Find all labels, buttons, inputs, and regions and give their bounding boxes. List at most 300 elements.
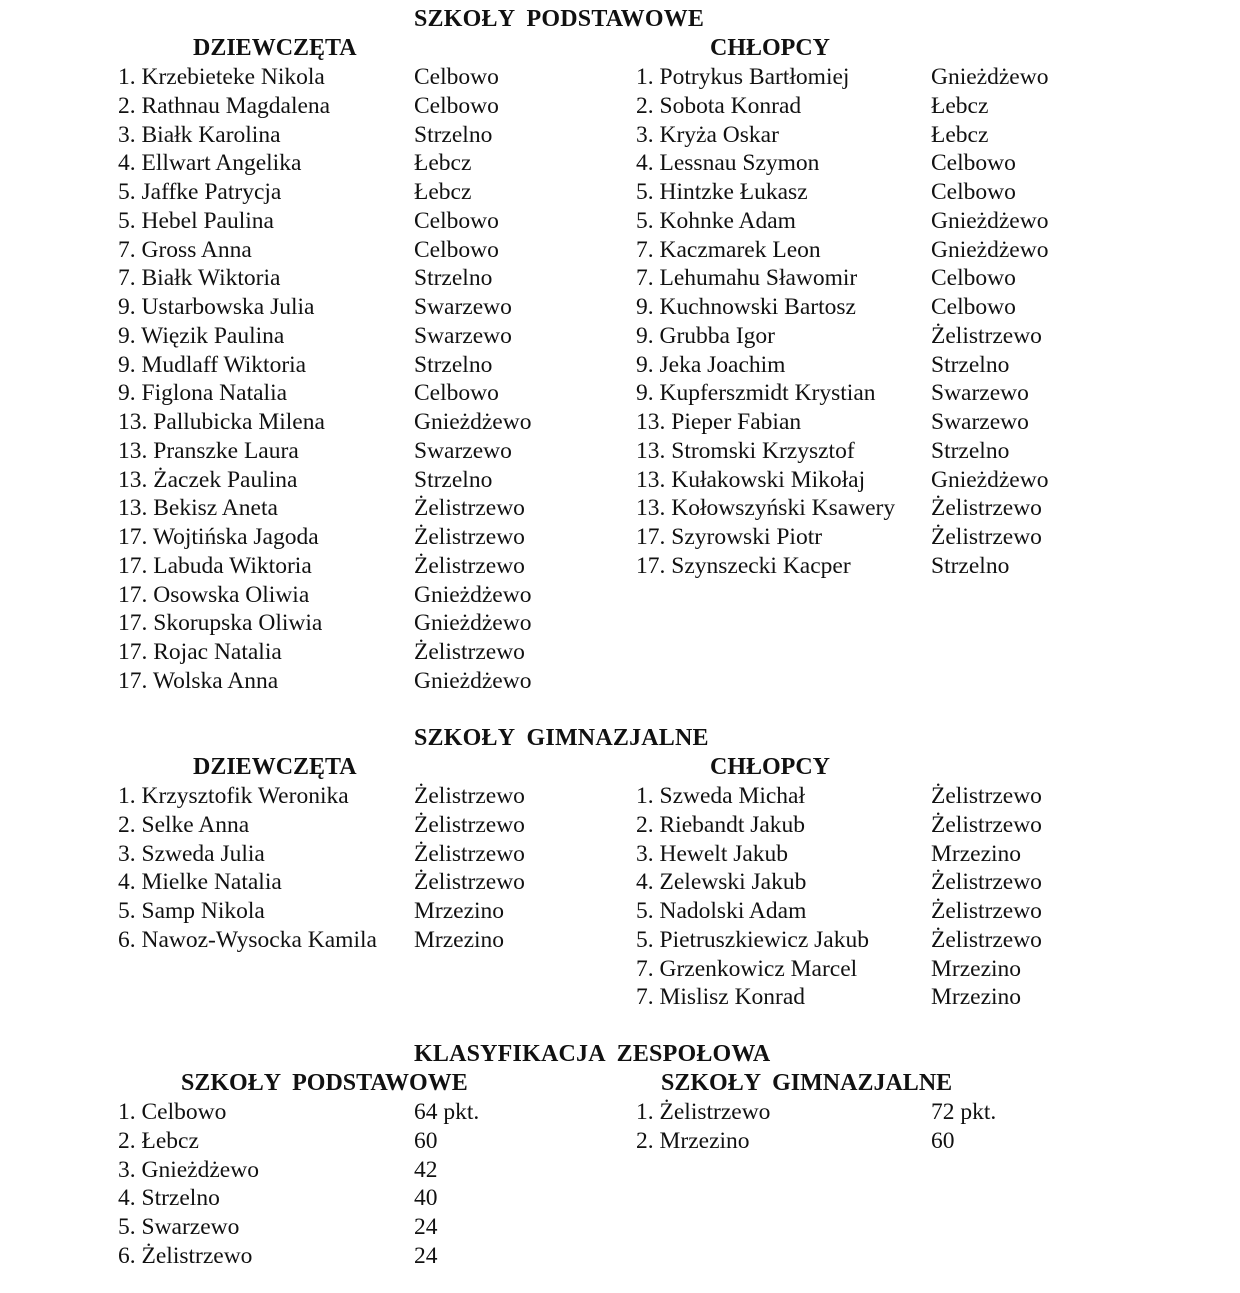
team-points: 60 (414, 1127, 438, 1154)
school-town: Mrzezino (931, 955, 1022, 982)
team-points: 72 pkt. (931, 1099, 997, 1125)
result-row (636, 322, 1131, 351)
result-row (636, 236, 1131, 265)
name-text: Figlona Natalia (141, 380, 288, 407)
name-text: Strzelno (141, 1185, 220, 1212)
place-number: 5. (636, 207, 654, 234)
team-ranking-row (118, 1184, 614, 1213)
place-number: 9. (636, 322, 654, 349)
school-town: Mrzezino (931, 984, 1022, 1011)
result-row (636, 782, 1131, 811)
place-number: 7. (118, 236, 136, 263)
school-town: Celbowo (414, 64, 499, 90)
name-text: Hintzke Łukasz (659, 179, 808, 205)
competitor-name (118, 379, 287, 408)
competitor-name (636, 926, 869, 955)
place-number: 9. (118, 294, 136, 320)
place-number: 1. (118, 64, 136, 90)
school-town: Strzelno (931, 437, 1010, 464)
competitor-name (118, 868, 282, 897)
result-row (118, 149, 614, 178)
name-text: Jaffke Patrycja (141, 179, 282, 205)
team-name (636, 1127, 750, 1156)
name-text: Celbowo (141, 1099, 227, 1125)
competitor-name (118, 552, 312, 581)
school-town: Gnieżdżewo (414, 409, 532, 435)
team-name (636, 1098, 770, 1127)
competitor-name (118, 178, 281, 207)
team-points: 40 (414, 1185, 438, 1212)
place-number: 7. (636, 955, 654, 982)
name-text: Rathnau Magdalena (141, 92, 331, 119)
name-text: Żelistrzewo (141, 1242, 253, 1269)
place-number: 4. (118, 150, 136, 177)
team-points: 24 (414, 1214, 438, 1240)
name-text: Ellwart Angelika (141, 150, 302, 177)
result-row (636, 466, 1131, 495)
school-town: Łebcz (414, 179, 472, 205)
school-town: Żelistrzewo (414, 840, 525, 867)
place-number: 2. (118, 92, 136, 119)
place-number: 2. (118, 811, 136, 838)
school-town: Łebcz (931, 92, 989, 119)
name-text: Mislisz Konrad (659, 984, 806, 1011)
school-town: Celbowo (931, 294, 1016, 320)
name-text: Hebel Paulina (141, 207, 274, 234)
result-row (636, 552, 1131, 581)
result-row (118, 638, 614, 667)
competitor-name (636, 437, 855, 466)
competitor-name (636, 63, 849, 92)
name-text: Wojtińska Jagoda (152, 524, 319, 550)
place-number: 3. (118, 840, 136, 867)
header-primary-boys: CHŁOPCY (710, 35, 830, 61)
place-number: 7. (118, 265, 136, 292)
place-number: 17. (636, 524, 666, 550)
result-row (118, 466, 614, 495)
competitor-name (636, 782, 805, 811)
result-row (636, 264, 1131, 293)
school-town: Celbowo (931, 150, 1016, 177)
school-town: Żelistrzewo (931, 495, 1042, 522)
competitor-name (118, 581, 309, 610)
name-text: Krzebieteke Nikola (141, 64, 325, 90)
result-row (636, 408, 1131, 437)
school-town: Żelistrzewo (931, 926, 1042, 953)
place-number: 5. (118, 898, 136, 924)
competitor-name (118, 466, 297, 495)
competitor-name (636, 811, 805, 840)
result-row (118, 926, 614, 955)
competitor-name (636, 408, 801, 437)
place-number: 13. (636, 437, 666, 464)
name-text: Lessnau Szymon (659, 150, 820, 177)
result-row (118, 782, 614, 811)
name-text: Białk Wiktoria (141, 265, 281, 292)
name-text: Mielke Natalia (141, 869, 282, 896)
school-town: Żelistrzewo (414, 495, 525, 522)
school-town: Żelistrzewo (414, 869, 525, 896)
place-number: 17. (118, 552, 148, 579)
team-points: 60 (931, 1127, 955, 1154)
school-town: Łebcz (414, 150, 472, 177)
competitor-name (118, 351, 306, 380)
school-town: Celbowo (931, 179, 1016, 205)
name-text: Lehumahu Sławomir (659, 265, 858, 292)
result-row (636, 523, 1131, 552)
header-team-gymnasium: SZKOŁY GIMNAZJALNE (661, 1070, 953, 1096)
place-number: 5. (636, 898, 654, 924)
place-number: 4. (636, 869, 654, 896)
school-town: Żelistrzewo (931, 322, 1042, 349)
place-number: 2. (118, 1127, 136, 1154)
school-town: Mrzezino (414, 926, 505, 953)
school-town: Swarzewo (414, 437, 512, 464)
result-row (636, 63, 1131, 92)
name-text: Stromski Krzysztof (671, 437, 855, 464)
competitor-name (118, 236, 252, 265)
competitor-name (636, 523, 822, 552)
result-row (636, 121, 1131, 150)
name-text: Kohnke Adam (659, 207, 796, 234)
result-row (636, 955, 1131, 984)
school-town: Żelistrzewo (414, 524, 525, 550)
place-number: 9. (636, 294, 654, 320)
competitor-name (118, 782, 349, 811)
result-row (118, 207, 614, 236)
competitor-name (636, 466, 865, 495)
header-gymnasium-boys: CHŁOPCY (710, 754, 830, 780)
name-text: Selke Anna (141, 811, 250, 838)
result-row (636, 983, 1131, 1012)
name-text: Pietruszkiewicz Jakub (659, 926, 869, 953)
school-town: Mrzezino (931, 840, 1022, 867)
competitor-name (636, 897, 806, 926)
name-text: Szynszecki Kacper (671, 552, 851, 579)
team-ranking-row (118, 1213, 614, 1242)
team-points: 64 pkt. (414, 1099, 480, 1125)
competitor-name (636, 955, 857, 984)
place-number: 1. (636, 783, 654, 809)
place-number: 4. (118, 1185, 136, 1212)
competitor-name (118, 63, 325, 92)
result-row (636, 494, 1131, 523)
result-row (118, 264, 614, 293)
name-text: Osowska Oliwia (153, 581, 310, 608)
name-text: Kryża Oskar (659, 121, 779, 148)
place-number: 2. (636, 92, 654, 119)
result-row (118, 581, 614, 610)
place-number: 17. (118, 610, 148, 637)
school-town: Żelistrzewo (931, 869, 1042, 896)
result-row (636, 178, 1131, 207)
result-row (636, 840, 1131, 869)
school-town: Strzelno (414, 351, 493, 378)
school-town: Celbowo (414, 92, 499, 119)
place-number: 4. (636, 150, 654, 177)
school-town: Swarzewo (931, 409, 1029, 435)
result-row (118, 897, 614, 926)
result-row (118, 236, 614, 265)
place-number: 3. (636, 121, 654, 148)
competitor-name (118, 264, 280, 293)
name-text: Krzysztofik Weronika (141, 783, 349, 809)
result-row (118, 293, 614, 322)
name-text: Sobota Konrad (659, 92, 802, 119)
place-number: 7. (636, 236, 654, 263)
competitor-name (636, 178, 808, 207)
name-text: Szyrowski Piotr (671, 524, 823, 550)
place-number: 2. (636, 811, 654, 838)
name-text: Pallubicka Milena (153, 409, 325, 435)
result-row (636, 351, 1131, 380)
result-row (118, 121, 614, 150)
team-ranking-row (636, 1127, 1131, 1156)
result-row (636, 926, 1131, 955)
school-town: Strzelno (931, 351, 1010, 378)
team-ranking-row (118, 1156, 614, 1185)
name-text: Jeka Joachim (659, 351, 786, 378)
place-number: 9. (118, 351, 136, 378)
competitor-name (118, 523, 319, 552)
school-town: Swarzewo (414, 322, 512, 349)
place-number: 13. (118, 466, 148, 493)
name-text: Riebandt Jakub (659, 811, 806, 838)
place-number: 17. (636, 552, 666, 579)
name-text: Pranszke Laura (153, 437, 299, 464)
section-title-primary-schools: SZKOŁY PODSTAWOWE (414, 6, 705, 32)
name-text: Nawoz-Wysocka Kamila (141, 926, 377, 953)
name-text: Żaczek Paulina (153, 466, 298, 493)
result-row (118, 840, 614, 869)
place-number: 13. (118, 437, 148, 464)
competitor-name (118, 811, 249, 840)
school-town: Gnieżdżewo (414, 610, 532, 637)
team-ranking-row (636, 1098, 1131, 1127)
result-row (636, 149, 1131, 178)
school-town: Mrzezino (414, 898, 505, 924)
school-town: Gnieżdżewo (931, 64, 1049, 90)
name-text: Gross Anna (141, 236, 252, 263)
school-town: Strzelno (931, 552, 1010, 579)
result-row (636, 868, 1131, 897)
competitor-name (636, 264, 857, 293)
name-text: Labuda Wiktoria (153, 552, 312, 579)
place-number: 5. (636, 926, 654, 953)
result-row (636, 897, 1131, 926)
name-text: Mrzezino (659, 1127, 750, 1154)
result-row (118, 437, 614, 466)
competitor-name (118, 667, 278, 696)
competitor-name (636, 149, 819, 178)
competitor-name (636, 207, 796, 236)
school-town: Żelistrzewo (414, 811, 525, 838)
team-name (118, 1098, 226, 1127)
competitor-name (118, 92, 330, 121)
result-row (118, 63, 614, 92)
place-number: 3. (118, 121, 136, 148)
place-number: 9. (118, 322, 136, 349)
name-text: Nadolski Adam (659, 898, 807, 924)
school-town: Swarzewo (414, 294, 512, 320)
competitor-name (636, 322, 775, 351)
result-row (636, 437, 1131, 466)
name-text: Białk Karolina (141, 121, 281, 148)
competitor-name (118, 638, 282, 667)
competitor-name (118, 494, 278, 523)
place-number: 7. (636, 984, 654, 1011)
name-text: Wolska Anna (152, 667, 279, 694)
name-text: Kułakowski Mikołaj (671, 466, 866, 493)
school-town: Żelistrzewo (931, 524, 1042, 550)
name-text: Skorupska Oliwia (153, 610, 323, 637)
result-row (118, 494, 614, 523)
name-text: Łebcz (141, 1127, 199, 1154)
place-number: 5. (118, 207, 136, 234)
result-row (118, 92, 614, 121)
competitor-name (118, 437, 299, 466)
school-town: Żelistrzewo (931, 783, 1042, 809)
school-town: Strzelno (414, 466, 493, 493)
name-text: Zelewski Jakub (659, 869, 807, 896)
result-row (118, 523, 614, 552)
name-text: Bekisz Aneta (153, 495, 278, 522)
team-name (118, 1156, 259, 1185)
team-ranking-row (118, 1127, 614, 1156)
result-row (118, 351, 614, 380)
place-number: 6. (118, 926, 136, 953)
place-number: 5. (118, 1214, 136, 1240)
place-number: 13. (636, 495, 666, 522)
competitor-name (636, 351, 785, 380)
school-town: Żelistrzewo (931, 811, 1042, 838)
result-row (118, 322, 614, 351)
place-number: 5. (118, 179, 136, 205)
school-town: Celbowo (414, 380, 499, 407)
place-number: 17. (118, 581, 148, 608)
name-text: Grubba Igor (659, 322, 776, 349)
place-number: 1. (118, 1099, 136, 1125)
team-points: 24 (414, 1242, 438, 1269)
school-town: Żelistrzewo (414, 639, 525, 665)
name-text: Grzenkowicz Marcel (659, 955, 858, 982)
school-town: Celbowo (414, 207, 499, 234)
name-text: Kuchnowski Bartosz (659, 294, 856, 320)
competitor-name (636, 293, 856, 322)
name-text: Rojac Natalia (153, 639, 282, 665)
school-town: Celbowo (414, 236, 499, 263)
result-row (118, 379, 614, 408)
result-row (636, 207, 1131, 236)
place-number: 17. (118, 667, 148, 694)
name-text: Szweda Michał (659, 783, 806, 809)
header-team-primary: SZKOŁY PODSTAWOWE (181, 1070, 468, 1096)
place-number: 13. (636, 409, 666, 435)
result-row (118, 178, 614, 207)
result-row (118, 868, 614, 897)
school-town: Strzelno (414, 121, 493, 148)
competitor-name (636, 494, 895, 523)
competitor-name (118, 408, 325, 437)
result-row (118, 609, 614, 638)
competitor-name (118, 207, 274, 236)
competitor-name (636, 121, 779, 150)
school-town: Żelistrzewo (414, 783, 525, 809)
section-title-team-classification: KLASYFIKACJA ZESPOŁOWA (414, 1041, 771, 1067)
header-gymnasium-girls: DZIEWCZĘTA (193, 754, 357, 780)
result-row (118, 552, 614, 581)
name-text: Kaczmarek Leon (659, 236, 821, 263)
competitor-name (636, 92, 801, 121)
result-row (636, 293, 1131, 322)
school-town: Celbowo (931, 265, 1016, 292)
school-town: Żelistrzewo (931, 898, 1042, 924)
competitor-name (636, 868, 806, 897)
team-name (118, 1127, 199, 1156)
school-town: Gnieżdżewo (414, 667, 532, 694)
team-points: 42 (414, 1156, 438, 1183)
place-number: 9. (636, 380, 654, 407)
competitor-name (636, 379, 876, 408)
section-title-gymnasium-schools: SZKOŁY GIMNAZJALNE (414, 725, 709, 751)
result-row (636, 379, 1131, 408)
competitor-name (118, 897, 265, 926)
team-ranking-row (118, 1098, 614, 1127)
team-ranking-row (118, 1242, 614, 1271)
competitor-name (636, 840, 788, 869)
school-town: Gnieżdżewo (414, 581, 532, 608)
competitor-name (118, 322, 284, 351)
result-row (118, 811, 614, 840)
school-town: Żelistrzewo (414, 552, 525, 579)
place-number: 17. (118, 639, 148, 665)
team-name (118, 1242, 252, 1271)
place-number: 9. (636, 351, 654, 378)
name-text: Żelistrzewo (659, 1099, 771, 1125)
header-primary-girls: DZIEWCZĘTA (193, 35, 357, 61)
place-number: 13. (636, 466, 666, 493)
place-number: 4. (118, 869, 136, 896)
school-town: Gnieżdżewo (931, 466, 1049, 493)
name-text: Hewelt Jakub (659, 840, 789, 867)
name-text: Potrykus Bartłomiej (659, 64, 850, 90)
school-town: Strzelno (414, 265, 493, 292)
name-text: Gnieżdżewo (141, 1156, 259, 1183)
name-text: Swarzewo (141, 1214, 240, 1240)
place-number: 5. (636, 179, 654, 205)
school-town: Łebcz (931, 121, 989, 148)
name-text: Szweda Julia (141, 840, 265, 867)
competitor-name (118, 926, 377, 955)
name-text: Kołowszyński Ksawery (671, 495, 896, 522)
place-number: 13. (118, 409, 148, 435)
result-row (636, 811, 1131, 840)
competitor-name (636, 236, 821, 265)
name-text: Mudlaff Wiktoria (141, 351, 307, 378)
competitor-name (118, 149, 301, 178)
team-name (118, 1213, 239, 1242)
competitor-name (118, 121, 281, 150)
school-town: Gnieżdżewo (931, 207, 1049, 234)
place-number: 1. (636, 64, 654, 90)
competitor-name (118, 293, 314, 322)
name-text: Samp Nikola (141, 898, 265, 924)
place-number: 17. (118, 524, 148, 550)
result-row (118, 667, 614, 696)
result-row (118, 408, 614, 437)
place-number: 9. (118, 380, 136, 407)
competitor-name (636, 983, 805, 1012)
